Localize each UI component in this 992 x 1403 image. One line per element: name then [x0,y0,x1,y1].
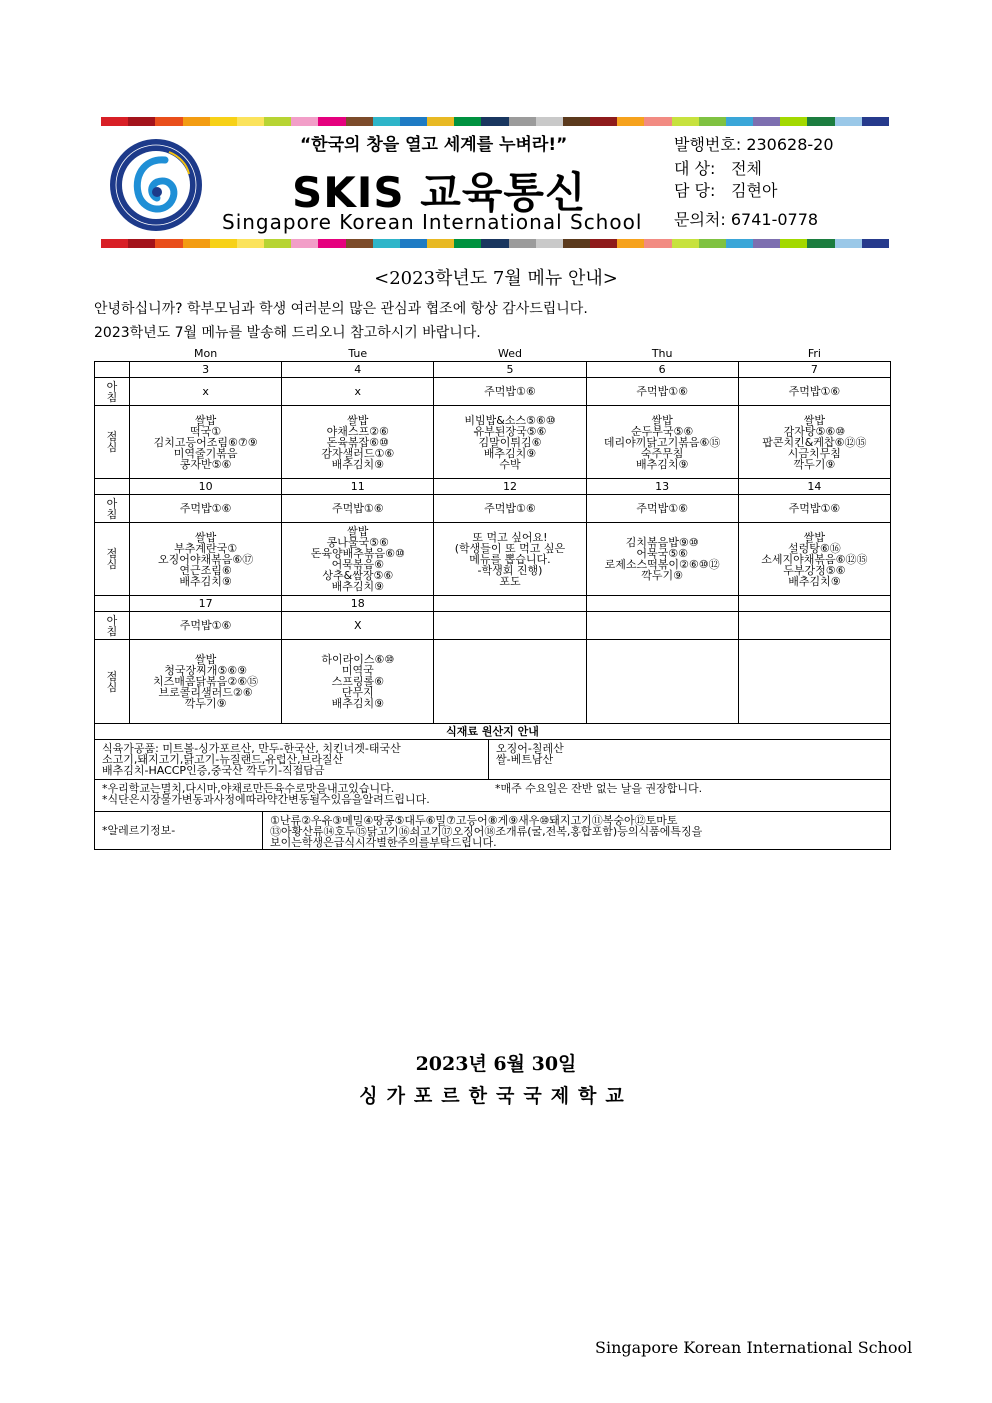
lunch-menu-list [282,415,433,470]
stripe-segment [726,239,753,248]
allergy-line-3: 보이는학생은급식시각별한주의를부탁드립니다. [270,836,497,849]
menu-item: 쌀밥 [347,413,369,427]
stripe-segment [318,239,345,248]
menu-item: 단무지 [341,686,374,699]
origin-left-1: 식육가공품: 미트볼-싱가포르산, 만두-한국산, 치킨너겟-태국산 [102,742,401,755]
menu-item: 배추김치⑨ [331,580,384,593]
issue-target: 대 상: 전체 [674,159,763,178]
menu-item: 배추김치⑨ [483,446,537,460]
stripe-segment [862,117,889,126]
menu-item: 치즈매콤닭볶음②⑥⑮ [153,675,259,688]
lunch-label: 점 심 [95,523,130,596]
menu-item: 스프링롤⑥ [331,675,384,688]
breakfast-cell: 주먹밥①⑥ [586,495,738,523]
lunch-label: 점 심 [95,640,130,724]
stripe-segment [346,117,373,126]
lunch-cell [586,406,738,479]
notice-line-1b: *매주 수요일은 잔반 없는 날을 권장합니다. [495,782,703,795]
menu-table [94,345,891,724]
breakfast-label: 아 침 [95,612,130,640]
date-cell [738,596,890,612]
breakfast-cell: 주먹밥①⑥ [738,495,890,523]
menu-item: 배추김치⑨ [635,457,689,471]
date-row-blank [95,362,130,378]
menu-item: 배추김치⑨ [331,697,384,710]
issue-contact: 문의처: 6741-0778 [674,210,819,229]
menu-item: 돈육볶잡⑥⑩ [326,435,389,449]
stripe-segment [346,239,373,248]
origin-left-3: 배추김치-HACCP인증,중국산 깍두기-직접담금 [102,764,325,777]
stripe-segment [672,117,699,126]
stripe-segment [210,239,237,248]
date-cell: 4 [282,362,434,378]
menu-item: 하이라이스⑥⑩ [321,653,395,666]
stripe-segment [454,239,481,248]
menu-item: 쌀밥 [194,653,217,666]
stripe-segment [237,117,264,126]
menu-item: 야채스프②⑥ [326,424,389,438]
breakfast-label: 아 침 [95,378,130,406]
stripe-segment [590,117,617,126]
menu-item: 쌀밥 [803,530,825,544]
lunch-cell [586,523,738,596]
page-title: <2023학년도 7월 메뉴 안내> [374,268,618,289]
menu-item: 연근조림⑥ [179,563,232,577]
menu-item: 깍두기⑨ [184,697,227,710]
menu-item: 두부강정⑤⑥ [783,563,846,577]
menu-item: 순두부국⑤⑥ [631,424,694,438]
stripe-segment [264,239,291,248]
lunch-menu-list [282,526,433,592]
lunch-label: 점 심 [95,406,130,479]
footer-school-english: Singapore Korean International School [595,1338,913,1357]
stripe-segment [291,117,318,126]
allergy-line-2: ⑬아황산류⑭호두⑮닭고기⑯쇠고기⑰오징어⑱조개류(굴,전복,홍합포함)등의식품에특징을 [270,825,703,838]
stripe-segment [318,117,345,126]
origin-info-block [94,724,891,850]
menu-item: 설렁탕⑥⑯ [788,541,841,555]
stripe-segment [291,239,318,248]
school-logo-icon [109,138,203,232]
notice-line-2: *식단은시장물가변동과사정에따라약간변동될수있음을알려드립니다. [102,793,430,806]
menu-item: 브로콜리샐러드②⑥ [158,686,253,699]
lunch-cell [282,640,434,724]
stripe-segment [237,239,264,248]
menu-item: 메뉴를 뽑습니다. [469,552,551,566]
lunch-cell [434,640,586,724]
origin-right-1: 오징어-칠레산 [496,742,564,755]
stripe-segment [481,239,508,248]
origin-left-2: 소고기,돼지고기,닭고기-뉴질랜드,유럽산,브라질산 [102,753,344,766]
lunch-menu-list [587,537,738,581]
menu-item: -학생회 진행) [477,563,543,577]
stripe-segment [590,239,617,248]
menu-item: 쌀밥 [803,413,825,427]
menu-item: 감자탕⑤⑥⑩ [783,424,846,438]
breakfast-cell [738,612,890,640]
stripe-segment [264,117,291,126]
menu-item: 김치고등어조림⑥⑦⑨ [153,435,258,449]
stripe-segment [672,239,699,248]
allergy-line-1: ①난류②우유③메밀④땅콩⑤대두⑥밀⑦고등어⑧게⑨새우⑩돼지고기⑪복숭아⑫토마토 [270,814,678,827]
lunch-cell [130,406,282,479]
stripe-segment [753,239,780,248]
breakfast-cell: 주먹밥①⑥ [282,495,434,523]
date-row-blank [95,479,130,495]
menu-item: 미역줄기볶음 [173,446,238,460]
stripe-segment [210,117,237,126]
stripe-segment [835,239,862,248]
stripe-segment [183,117,210,126]
stripe-segment [835,117,862,126]
menu-item: 부추계란국① [174,541,238,555]
stripe-segment [536,117,563,126]
lunch-menu-list [587,415,738,470]
lunch-menu-list [434,532,585,587]
breakfast-cell [586,612,738,640]
lunch-menu-list [434,415,585,470]
date-cell: 3 [130,362,282,378]
stripe-segment [862,239,889,248]
menu-item: 돈육양배추볶음⑥⑩ [310,547,405,560]
stripe-segment [427,239,454,248]
school-english-name: Singapore Korean International School [222,210,643,234]
menu-item: 배추김치⑨ [331,457,384,471]
menu-item: 김치볶음밥⑨⑩ [625,536,699,549]
day-header-fri: Fri [807,346,821,360]
origin-title: 식재료 원산지 안내 [94,724,891,740]
date-cell: 13 [586,479,738,495]
day-header-wed: Wed [497,346,522,360]
menu-item: 배추김치⑨ [179,574,232,588]
menu-item: 떡국① [190,424,222,438]
menu-item: (학생들이 또 먹고 싶은 [454,541,566,555]
header-top-stripe [101,117,889,126]
date-row-blank [95,596,130,612]
date-cell: 17 [130,596,282,612]
menu-item: 콩자반⑤⑥ [179,457,232,471]
breakfast-cell: 주먹밥①⑥ [130,495,282,523]
stripe-segment [807,117,834,126]
footer-date: 2023년 6월 30일 [415,1053,577,1075]
day-header-tue: Tue [348,346,368,360]
stripe-segment [644,239,671,248]
stripe-segment [807,239,834,248]
stripe-segment [536,239,563,248]
menu-item: 미역국 [341,664,374,677]
lunch-menu-list [282,654,433,709]
header-slogan: “한국의 창을 열고 세계를 누벼라!” [300,135,568,155]
menu-item: 쌀밥 [651,413,673,427]
stripe-segment [454,117,481,126]
menu-item: 포도 [499,574,521,588]
stripe-segment [617,239,644,248]
menu-item: 팝콘치킨&케찹⑥⑫⑮ [762,435,867,449]
date-cell [434,596,586,612]
greeting-line-1: 안녕하십니까? 학부모님과 학생 여러분의 많은 관심과 협조에 항상 감사드립니다. [94,301,588,317]
stripe-segment [563,117,590,126]
day-header-mon: Mon [193,346,218,360]
greeting-line-2: 2023학년도 7월 메뉴를 발송해 드리오니 참고하시기 바랍니다. [94,325,481,341]
lunch-menu-list [130,654,281,709]
breakfast-label: 아 침 [95,495,130,523]
stripe-segment [101,117,128,126]
stripe-segment [617,117,644,126]
lunch-cell [282,406,434,479]
stripe-segment [128,117,155,126]
lunch-cell [130,523,282,596]
lunch-cell [738,523,890,596]
breakfast-cell: x [282,378,434,406]
menu-item: 데리야끼닭고기볶음⑥⑮ [603,435,721,449]
stripe-segment [509,239,536,248]
date-cell: 7 [738,362,890,378]
stripe-segment [509,117,536,126]
lunch-cell [130,640,282,724]
issue-number: 발행번호: 230628-20 [674,135,834,154]
menu-item: 유부된장국⑤⑥ [473,424,547,438]
lunch-menu-list [739,532,890,587]
menu-item: 소세지야채볶음⑥⑫⑮ [761,552,868,566]
stripe-segment [183,239,210,248]
breakfast-cell: 주먹밥①⑥ [434,495,586,523]
stripe-segment [101,239,128,248]
date-cell [586,596,738,612]
date-cell: 5 [434,362,586,378]
stripe-segment [644,117,671,126]
lunch-cell [586,640,738,724]
menu-item: 로제소스떡볶이②⑥⑩⑫ [604,558,720,571]
menu-item: 청국장찌개⑤⑥⑨ [164,664,247,677]
date-cell: 6 [586,362,738,378]
lunch-menu-list [739,415,890,470]
stripe-segment [780,117,807,126]
date-cell: 12 [434,479,586,495]
stripe-segment [400,239,427,248]
menu-item: 배추김치⑨ [788,574,841,588]
stripe-segment [400,117,427,126]
menu-item: 수박 [499,457,521,471]
stripe-segment [128,239,155,248]
menu-item: 김말이튀김⑥ [478,435,542,449]
breakfast-cell: 주먹밥①⑥ [738,378,890,406]
menu-item: 상추&쌈장⑤⑥ [322,569,394,582]
lunch-cell [282,523,434,596]
stripe-segment [699,117,726,126]
menu-item: 깍두기⑨ [793,457,836,471]
menu-item: 오징어야채볶음⑥⑰ [157,552,254,566]
menu-item: 콩나물국⑤⑥ [326,536,389,549]
breakfast-cell: 주먹밥①⑥ [130,612,282,640]
date-cell: 14 [738,479,890,495]
menu-item: 시금치무침 [787,446,841,460]
menu-item: 쌀밥 [194,413,217,427]
date-cell: 10 [130,479,282,495]
menu-item: 감자샐러드①⑥ [321,446,395,460]
stripe-segment [753,117,780,126]
allergy-label: *알레르기정보- [95,812,263,849]
lunch-cell [738,640,890,724]
notice-line-1: *우리학교는멸치,다시마,야채로만든육수로맛을내고있습니다. [102,782,395,795]
date-cell: 11 [282,479,434,495]
newsletter-brand-title: SKIS 교육통신 [292,168,587,217]
breakfast-cell: 주먹밥①⑥ [586,378,738,406]
date-cell: 18 [282,596,434,612]
breakfast-cell: 주먹밥①⑥ [434,378,586,406]
stripe-segment [780,239,807,248]
stripe-segment [155,117,182,126]
footer-school-name: 싱가포르한국국제학교 [359,1085,633,1107]
issue-person: 담 당: 김현아 [674,181,778,200]
stripe-segment [373,117,400,126]
stripe-segment [699,239,726,248]
breakfast-cell [434,612,586,640]
origin-right-2: 쌀-베트남산 [496,753,554,766]
menu-item: 어묵볶음⑥ [331,558,384,571]
stripe-segment [481,117,508,126]
menu-item: 비빔밥&소스⑤⑥⑩ [464,413,556,427]
day-header-thu: Thu [651,346,673,360]
menu-item: 숙주무침 [640,446,684,460]
stripe-segment [373,239,400,248]
stripe-segment [563,239,590,248]
stripe-segment [427,117,454,126]
lunch-cell [434,523,586,596]
day-header-blank [95,345,130,362]
stripe-segment [155,239,182,248]
breakfast-cell: X [282,612,434,640]
lunch-menu-list [130,415,281,470]
breakfast-cell: x [130,378,282,406]
lunch-menu-list [130,532,281,587]
menu-item: 또 먹고 싶어요! [472,530,548,544]
menu-item: 쌀밥 [347,525,369,538]
lunch-cell [434,406,586,479]
lunch-cell [738,406,890,479]
header-bottom-stripe [101,239,889,248]
menu-item: 깍두기⑨ [641,569,684,582]
stripe-segment [726,117,753,126]
menu-item: 어묵국⑤⑥ [636,547,688,560]
menu-item: 쌀밥 [194,530,217,544]
